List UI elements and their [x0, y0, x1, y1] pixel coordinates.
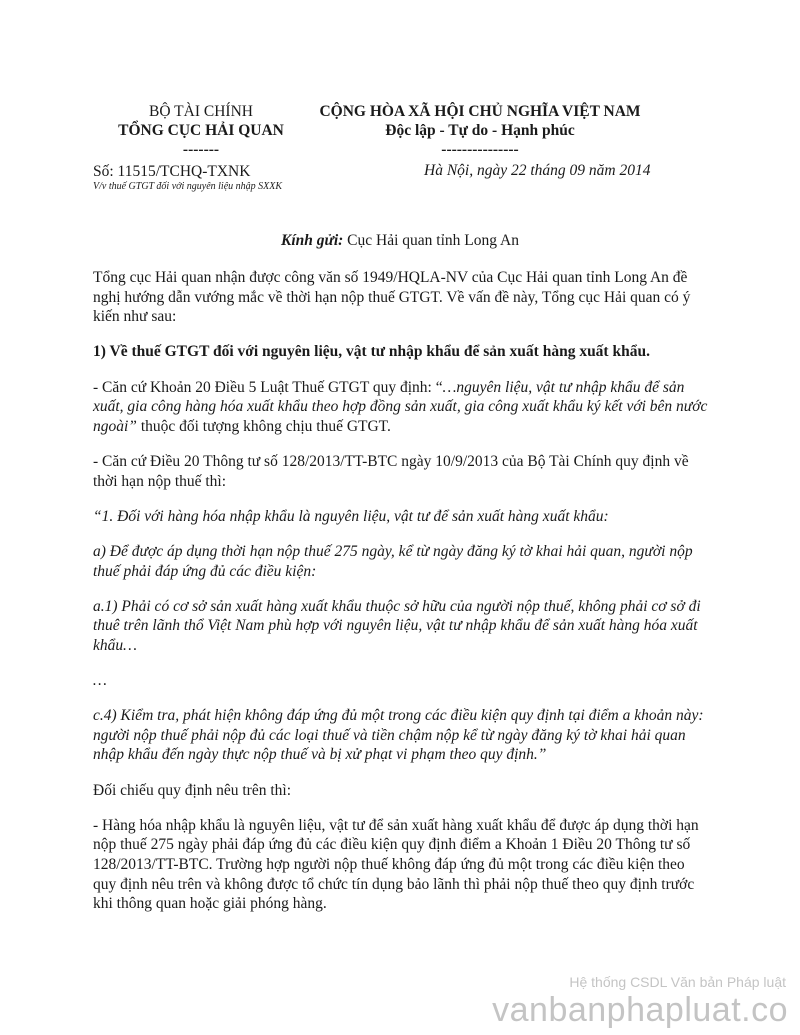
document-body — [93, 268, 708, 929]
quote-clause-c4: c.4) Kiểm tra, phát hiện không đáp ứng đủ một trong các điều kiện quy định tại điểm a khoản này: người nộp thuế phải nộp đủ các loại thuế và tiền chậm nộp kể từ ngày đăng ký tờ khai hải quan nhập khẩu đến ngày thực nộp thuế và bị xử phạt vi phạm theo quy định.” — [93, 707, 704, 764]
watermark-caption: Hệ thống CSDL Văn bản Pháp luật — [569, 974, 786, 990]
national-header — [300, 102, 660, 159]
document-number: Số: 11515/TCHQ-TXNK — [93, 163, 251, 180]
issuer-header — [88, 102, 314, 159]
quote-clause-a1: a.1) Phải có cơ sở sản xuất hàng xuất khẩu thuộc sở hữu của người nộp thuế, không phải cơ sở đi thuê trên lãnh thổ Việt Nam phù hợp với nguyên liệu, vật tư nhập khẩu để sản xuất hàng hóa xuất khẩu… — [93, 597, 701, 654]
national-rule: --------------- — [441, 141, 519, 158]
conclusion-paragraph: - Hàng hóa nhập khẩu là nguyên liệu, vật tư để sản xuất hàng xuất khẩu để được áp dụng thời hạn nộp thuế 275 ngày phải đáp ứng đủ các điều kiện quy định điểm a Khoản 1 Điều 20 Thông tư số 128/2013/TT-BTC. Trường hợp người nộp thuế không đáp ứng đủ một trong các điều kiện theo quy định nêu trên và không được tổ chức tín dụng bảo lãnh thì phải nộp thuế theo quy định trước khi thông quan hoặc giải phóng hàng. — [93, 816, 699, 913]
intro-paragraph: Tổng cục Hải quan nhận được công văn số 1949/HQLA-NV của Cục Hải quan tỉnh Long An đề nghị hướng dẫn vướng mắc về thời hạn nộp thuế GTGT. Về vấn đề này, Tổng cục Hải quan có ý kiến như sau: — [93, 269, 691, 326]
quote-ellipsis: … — [93, 672, 107, 690]
document-subject: V/v thuế GTGT đối với nguyên liệu nhập SXXK — [93, 181, 283, 192]
recipient-name: Cục Hải quan tỉnh Long An — [343, 232, 519, 249]
quote-clause-1: “1. Đối với hàng hóa nhập khẩu là nguyên liệu, vật tư để sản xuất hàng xuất khẩu: — [93, 507, 609, 525]
recipient-label: Kính gửi: — [281, 232, 344, 249]
quote-clause-a: a) Để được áp dụng thời hạn nộp thuế 275 ngày, kể từ ngày đăng ký tờ khai hải quan, người nộp thuế phải đáp ứng đủ các điều kiện: — [93, 542, 693, 580]
section-heading: 1) Về thuế GTGT đối với nguyên liệu, vật tư nhập khẩu để sản xuất hàng xuất khẩu. — [93, 343, 650, 361]
watermark-domain: vanbanphapluat.co — [492, 991, 788, 1029]
circular-paragraph: - Căn cứ Điều 20 Thông tư số 128/2013/TT-BTC ngày 10/9/2013 của Bộ Tài Chính quy định về thời hạn nộp thuế thì: — [93, 452, 689, 490]
department-name: TỔNG CỤC HẢI QUAN — [118, 122, 284, 139]
national-motto: Độc lập - Tự do - Hạnh phúc — [385, 122, 575, 139]
document-date: Hà Nội, ngày 22 tháng 09 năm 2014 — [424, 162, 651, 179]
site-watermark — [492, 973, 788, 1029]
ministry-name: BỘ TÀI CHÍNH — [149, 103, 253, 120]
legal-basis-paragraph — [93, 378, 708, 437]
comparison-paragraph: Đối chiếu quy định nêu trên thì: — [93, 781, 292, 799]
legal-basis-lead: - Căn cứ Khoản 20 Điều 5 Luật Thuế GTGT quy định: “ — [93, 378, 443, 396]
issuer-rule: ------- — [182, 141, 220, 158]
recipient-line — [0, 232, 800, 250]
nation-title: CỘNG HÒA XÃ HỘI CHỦ NGHĨA VIỆT NAM — [319, 103, 641, 120]
legal-basis-quote: …nguyên liệu, vật tư nhập khẩu để sản xuất, gia công hàng hóa xuất khẩu theo hợp đồng sản xuất, gia công xuất khẩu ký kết với bên nước ngoài” — [93, 378, 708, 435]
legal-basis-tail: thuộc đối tượng không chịu thuế GTGT. — [136, 417, 391, 435]
